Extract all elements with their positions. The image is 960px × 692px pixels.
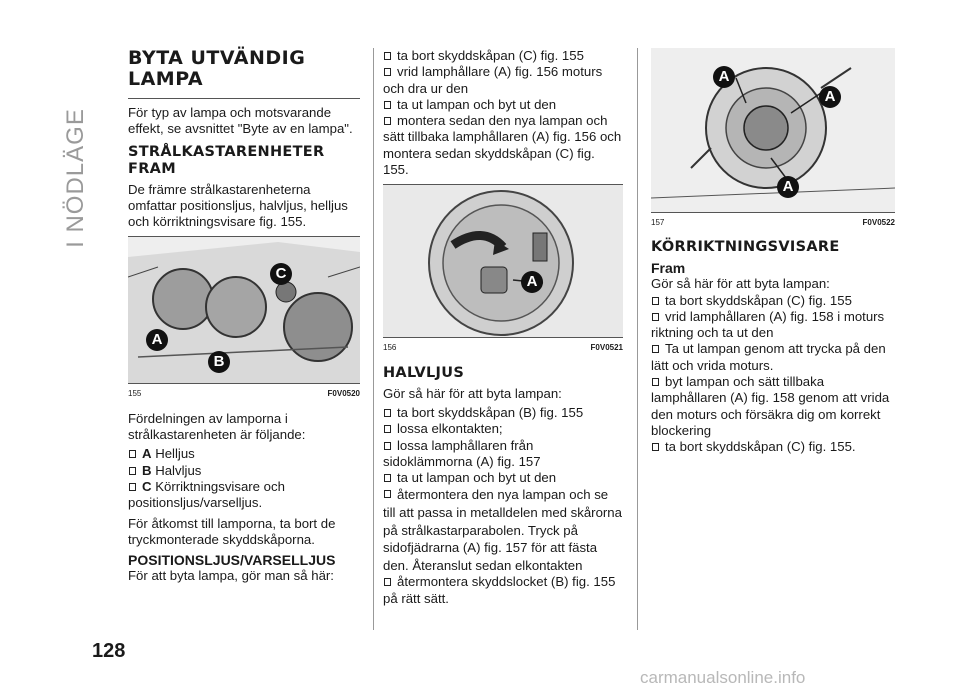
checkbox-bullet-icon (384, 474, 391, 482)
step-item: ta bort skyddskåpan (B) fig. 155 (383, 405, 623, 421)
checkbox-bullet-icon (129, 450, 136, 458)
checkbox-bullet-icon (384, 490, 391, 498)
figure-155 (128, 237, 360, 384)
column-2 (383, 48, 623, 607)
intro-text: För typ av lampa och motsvarande effekt, se avsnittet "Byte av en lampa". (128, 105, 353, 137)
heading-front-units: STRÅLKASTARENHETER FRAM (128, 143, 325, 177)
lampholder-illustration (383, 185, 623, 337)
heading-low-beam: HALVLJUS (383, 364, 465, 381)
step-item: ta ut lampan och byt ut den (383, 97, 623, 113)
checkbox-bullet-icon (384, 117, 391, 125)
column-3 (651, 48, 895, 456)
position-text: För att byta lampa, gör man så här: (128, 568, 334, 584)
figure-caption (651, 215, 895, 231)
checkbox-bullet-icon (129, 467, 136, 475)
step-item: montera sedan den nya lampan och sätt tillbaka lamphållaren (A) fig. 156 och montera sedan skyddskåpan (C) fig. 155. (383, 113, 622, 178)
checkbox-bullet-icon (384, 52, 391, 60)
section-tab: I NÖDLÄGE (62, 108, 89, 248)
column-divider (373, 48, 374, 630)
step-item: vrid lamphållaren (A) fig. 158 i moturs riktning och ta ut den (651, 308, 885, 341)
heading-direction-indicators: KÖRRIKTNINGSVISARE (651, 239, 840, 256)
heading-position-lights: POSITIONSLJUS/VARSELLJUS (128, 552, 336, 569)
figure-157 (651, 48, 895, 213)
figure-code: F0V0521 (590, 343, 623, 353)
step-item: byt lampan och sätt tillbaka lamphållaren (A) fig. 158 genom att vrida den moturs och försäkra dig om korrekt blockering (651, 374, 890, 438)
access-text: För åtkomst till lamporna, ta bort de tryckmonterade skyddskåporna. (128, 515, 336, 547)
checkbox-bullet-icon (384, 68, 391, 76)
lamp-intro: Fördelningen av lamporna i strålkastarenheten är följande: (128, 410, 306, 443)
lamp-item: A Helljus (128, 446, 360, 462)
figure-caption (128, 386, 360, 402)
indicator-intro: Gör så här för att byta lampan: (651, 276, 830, 292)
callout-letter: B (208, 351, 230, 373)
callout-letter: A (713, 66, 735, 88)
lamp-item: B Halvljus (128, 463, 360, 479)
page-number: 128 (92, 640, 126, 662)
figure-number: 156 (383, 343, 397, 353)
checkbox-bullet-icon (384, 101, 391, 109)
callout-letter: A (521, 271, 543, 293)
figure-number: 157 (651, 218, 665, 227)
step-item: ta bort skyddskåpan (C) fig. 155 (651, 293, 895, 309)
subheading-front: Fram (651, 260, 686, 277)
checkbox-bullet-icon (384, 425, 391, 433)
step-item: ta bort skyddskåpan (C) fig. 155 (383, 48, 623, 64)
callout-letter: A (777, 176, 799, 198)
step-item: ta bort skyddskåpan (C) fig. 155. (651, 439, 895, 455)
step-item: ta ut lampan och byt ut den (383, 470, 623, 486)
checkbox-bullet-icon (652, 345, 659, 353)
checkbox-bullet-icon (652, 378, 659, 386)
figure-code: F0V0520 (327, 389, 360, 399)
checkbox-bullet-icon (652, 297, 659, 305)
title-rule (128, 98, 360, 99)
callout-letter: A (819, 86, 841, 108)
callout-letter: A (146, 329, 168, 351)
checkbox-bullet-icon (384, 442, 391, 450)
callout-letter: C (270, 263, 292, 285)
checkbox-bullet-icon (384, 578, 391, 586)
lamp-item: C Körriktningsvisare och positionsljus/varselljus. (128, 478, 285, 511)
figure-156 (383, 185, 623, 338)
checkbox-bullet-icon (652, 443, 659, 451)
step-item: återmontera den nya lampan och se till att passa in metalldelen med skårorna på strålkastarparabolen. Tryck på sidofjädrarna (A) fig. 157 för att fästa den. Återanslut sedan elkontakten (383, 487, 622, 573)
checkbox-bullet-icon (384, 409, 391, 417)
checkbox-bullet-icon (652, 313, 659, 321)
step-item: återmontera skyddslocket (B) fig. 155 på rätt sätt. (383, 574, 616, 606)
low-beam-intro: Gör så här för att byta lampan: (383, 385, 562, 401)
figure-caption (383, 340, 623, 356)
front-text: De främre strålkastarenheterna omfattar positionsljus, halvljus, helljus och körriktningsvisare fig. 155. (128, 181, 348, 230)
column-divider (637, 48, 638, 630)
step-item: lossa elkontakten; (383, 421, 623, 437)
headlight-illustration (128, 237, 360, 383)
section-title: BYTA UTVÄNDIG LAMPA (128, 47, 306, 90)
checkbox-bullet-icon (129, 483, 136, 491)
column-1 (128, 48, 360, 584)
figure-code: F0V0522 (862, 218, 895, 227)
springclip-illustration (651, 48, 895, 212)
watermark: carmanualsonline.info (640, 668, 806, 687)
step-item: vrid lamphållare (A) fig. 156 moturs och dra ur den (383, 64, 603, 96)
step-item: Ta ut lampan genom att trycka på den lätt och vrida moturs. (651, 341, 886, 373)
step-item: lossa lamphållaren från sidoklämmorna (A) fig. 157 (383, 437, 541, 469)
figure-number: 155 (128, 389, 142, 399)
